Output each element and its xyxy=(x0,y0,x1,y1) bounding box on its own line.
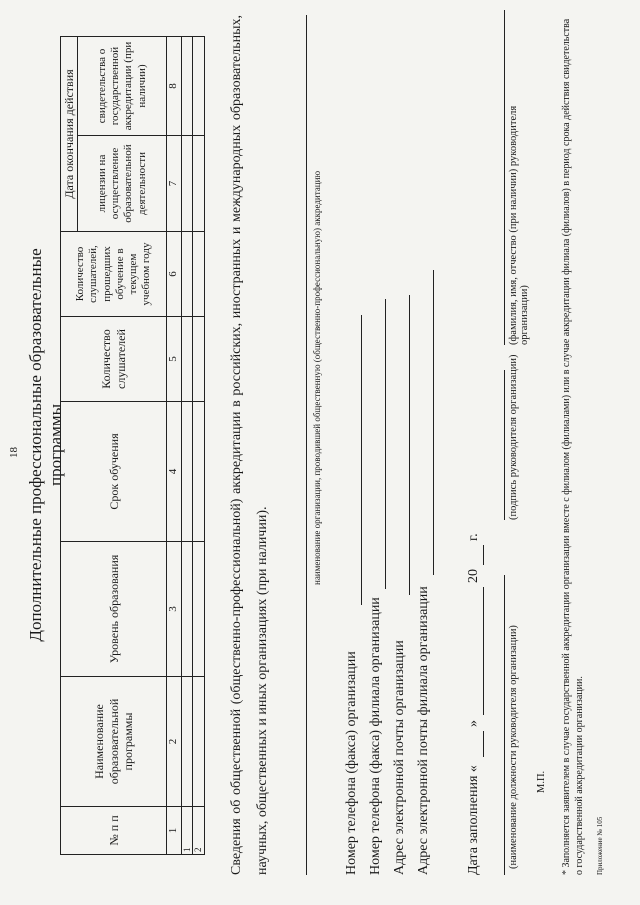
table-row xyxy=(193,36,205,854)
date-year-prefix: 20 xyxy=(466,569,481,583)
colnum-8: 8 xyxy=(167,36,181,135)
stamp-label: М.П. xyxy=(536,770,547,793)
table-header-row xyxy=(61,36,78,854)
page-number: 18 xyxy=(8,447,20,458)
signature-caption: (подпись руководителя организации) xyxy=(508,354,519,520)
date-year-suffix: г. xyxy=(466,533,481,541)
phone-branch-label: Номер телефона (факса) филиала организации xyxy=(368,597,383,875)
colnum-4: 4 xyxy=(167,402,181,542)
email-org-line xyxy=(409,295,410,595)
colnum-6: 6 xyxy=(167,232,181,317)
position-caption: (наименование должности руководителя организации) xyxy=(508,625,519,869)
table-row xyxy=(181,36,193,854)
date-year-line xyxy=(483,545,484,565)
date-label: Дата заполнения « xyxy=(466,765,481,875)
header-program-name: Наименование образовательной программы xyxy=(61,677,167,807)
header-study-term: Срок обучения xyxy=(61,402,167,542)
accreditation-text: Сведения об общественной (общественно-профессиональной) аккредитации в российских, иностранных и международных образовательных, научных, общественных и иных организациях (при наличии). xyxy=(229,15,270,875)
page-title: Дополнительные профессиональные образовательные программы xyxy=(26,248,65,642)
header-num: № п п xyxy=(61,807,167,855)
header-education-level: Уровень образования xyxy=(61,542,167,677)
colnum-1: 1 xyxy=(167,807,181,855)
colnum-2: 2 xyxy=(167,677,181,807)
colnum-7: 7 xyxy=(167,136,181,232)
position-line xyxy=(504,575,505,875)
email-branch-label: Адрес электронной почты филиала организации xyxy=(416,586,431,875)
header-certificate: свидетельства о государственной аккредитации (при наличии) xyxy=(78,36,167,135)
date-month-line xyxy=(483,587,484,715)
row-label: 2 xyxy=(193,807,205,855)
phone-branch-line xyxy=(385,299,386,589)
full-name-line xyxy=(504,10,505,345)
row-label: 1 xyxy=(181,807,193,855)
header-license: лицензии на осуществление образовательной деятельности xyxy=(78,136,167,232)
footnote: * Заполняется заявителем в случае государственной аккредитации организации вместе с филиалом (филиалами) или в случае аккредитации филиала (филиалов) в период срока действия свидетельства о государственной аккредитации организации. xyxy=(561,18,585,875)
signature-line xyxy=(504,370,505,520)
header-students: Количество слушателей xyxy=(61,317,167,402)
email-org-label: Адрес электронной почты организации xyxy=(392,640,407,875)
phone-org-label: Номер телефона (факса) организации xyxy=(344,651,359,875)
date-quote-close: » xyxy=(466,720,481,727)
header-current-year: Количество слушателей, прошедших обучение в текущем учебном году xyxy=(61,232,167,317)
phone-org-line xyxy=(361,315,362,605)
email-branch-line xyxy=(433,270,434,575)
date-day-line xyxy=(483,731,484,757)
appendix-label: Приложение № 105 xyxy=(596,816,604,875)
org-name-caption: наименование организации, проводившей общественную (общественно-профессиональную) аккредитацию xyxy=(312,170,322,585)
org-name-line xyxy=(306,15,307,875)
header-expiry-group: Дата окончания действия xyxy=(61,36,78,231)
programs-table xyxy=(60,36,205,855)
colnum-5: 5 xyxy=(167,317,181,402)
column-numbers-row xyxy=(167,36,181,854)
full-name-caption: (фамилия, имя, отчество (при наличии) руководителя организации) xyxy=(508,105,530,345)
colnum-3: 3 xyxy=(167,542,181,677)
